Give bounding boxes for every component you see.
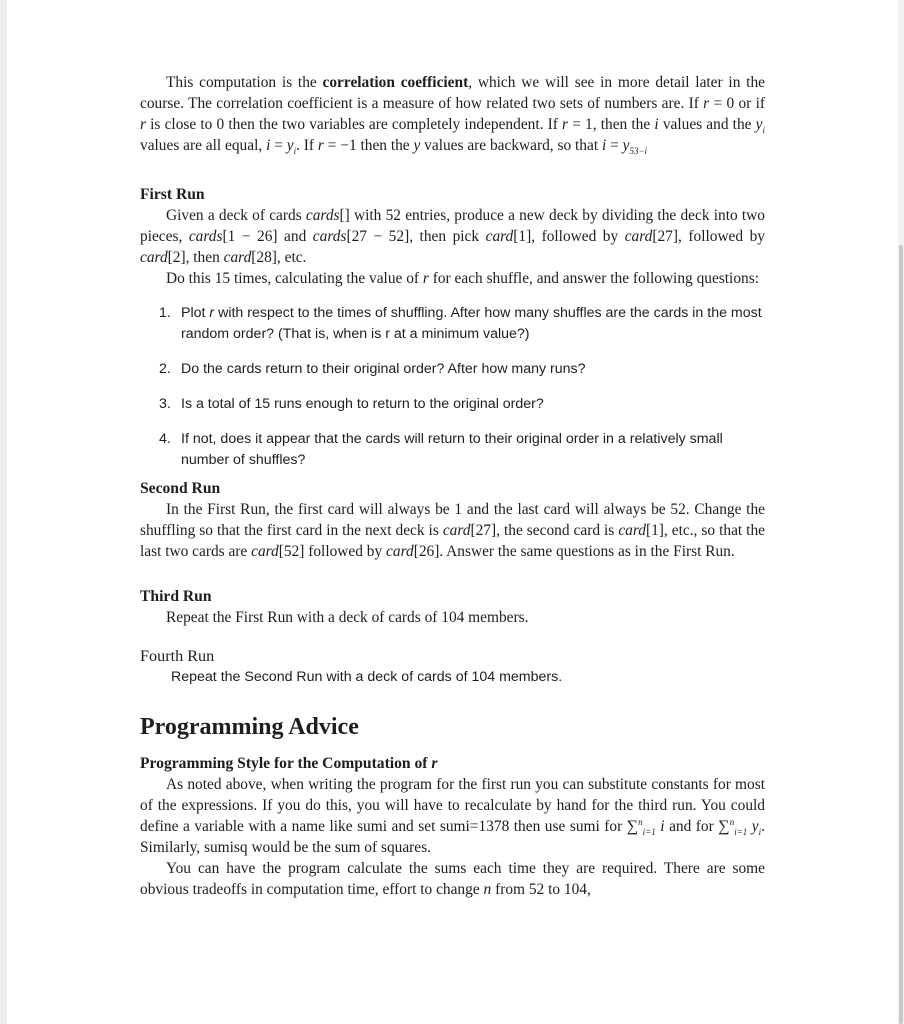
advice-paragraph-2: You can have the program calculate the sums each time they are required. There are some obvious tradeoffs in computation time, effort to change n from 52 to 104, [140, 860, 765, 898]
list-item: 1. Plot r with respect to the times of shuffling. After how many shuffles are the cards in the most random order? (That is, when is r at a minimum value?) [159, 305, 762, 342]
list-item: 2. Do the cards return to their original order? After how many runs? [159, 361, 586, 377]
first-run-paragraph-1: Given a deck of cards cards[] with 52 entries, produce a new deck by dividing the deck into two pieces, cards[1 − 26] and cards[27 − 52], then pick card[1], followed by card[27], followed by card[2], then card[28], etc. [140, 207, 765, 266]
list-item: 3. Is a total of 15 runs enough to return to the original order? [159, 396, 544, 412]
scrollbar-thumb[interactable] [899, 245, 903, 1024]
fourth-run-paragraph: Repeat the Second Run with a deck of cards of 104 members. [171, 669, 563, 685]
second-run-heading: Second Run [140, 480, 221, 497]
advice-paragraph-1: As noted above, when writing the program for the first run you can substitute constants for most of the expressions. If you do this, you will have to recalculate by hand for the third run. You could define a variable with a name like sumi and set sumi=1378 then use sumi for ∑$^n_{i=1}$ i and for ∑$^n_{i=1}$ $y_i$. Similarly, sumisq would be the sum of squares. [140, 776, 766, 856]
first-run-paragraph-2: Do this 15 times, calculating the value of r for each shuffle, and answer the following questions: [166, 270, 759, 287]
third-run-heading: Third Run [140, 588, 212, 605]
correlation-coefficient-term: correlation coefficient [322, 74, 469, 91]
first-run-heading: First Run [140, 186, 205, 203]
document-page [140, 72, 765, 900]
second-run-paragraph: In the First Run, the first card will always be 1 and the last card will always be 52. Change the shuffling so that the first card in the next deck is card[27], the second card is card[1], etc., so that the last two cards are card[52] followed by card[26]. Answer the same questions as in the First Run. [140, 501, 765, 560]
left-margin-shadow [0, 0, 7, 1024]
question-list [140, 303, 765, 471]
programming-advice-title: Programming Advice [140, 714, 359, 740]
list-item: 4. If not, does it appear that the cards will return to their original order in a relatively small number of shuffles? [159, 431, 723, 468]
third-run-paragraph: Repeat the First Run with a deck of cards of 104 members. [166, 609, 529, 626]
programming-style-subheading: Programming Style for the Computation of r [140, 755, 438, 772]
intro-paragraph: This computation is the correlation coefficient, which we will see in more detail later in the course. The correlation coefficient is a measure of how related two sets of numbers are. If r = 0 or if r is close to 0 then the two variables are completely independent. If r = 1, then the i values and the $y_i$ values are all equal, $i = y_i$. If r = −1 then the y values are backward, so that $i = y_{53-i}$ [140, 74, 765, 157]
fourth-run-heading: Fourth Run [140, 647, 215, 665]
